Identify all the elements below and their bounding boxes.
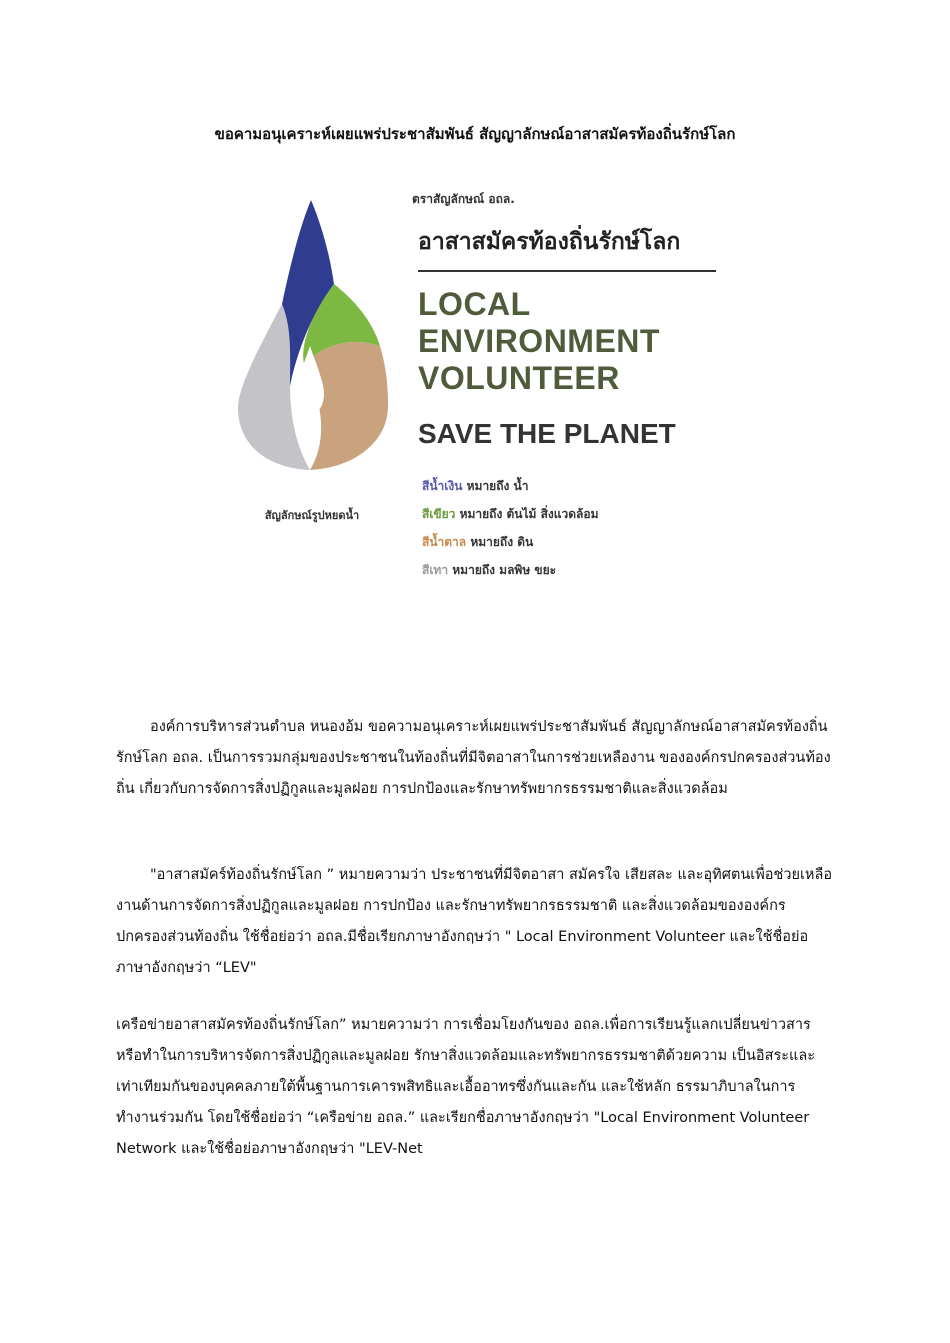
document-title: ขอคามอนุเคราะห์เผยแพร่ประชาสัมพันธ์ สัญญาลักษณ์อาสาสมัครท้องถิ่นรักษ์โลก <box>214 125 736 143</box>
legend-item <box>422 556 599 584</box>
logo-english-line: ENVIRONMENT <box>418 323 660 359</box>
paragraph-volunteer-definition: "อาสาสมัคร์ท้องถิ่นรักษ์โลก ” หมายความว่า ประชาชนที่มีจิตอาสา สมัครใจ เสียสละ และอุทิศตนเพื่อช่วยเหลืองานด้านการจัดการสิ่งปฏิกูลและมูลฝอย การปกป้อง และรักษาทรัพยากรธรรมชาติ และสิ่งแวดล้อมขององค์กรปกครองส่วนท้องถิ่น ใช้ชื่อย่อว่า อถล.มีชื่อเรียกภาษาอังกฤษว่า " Local Environment Volunteer และใช้ชื่อย่อภาษาอังกฤษว่า “LEV" <box>116 867 833 976</box>
drop-caption: สัญลักษณ์รูปหยดน้ำ <box>264 509 360 522</box>
logo-english-line: VOLUNTEER <box>418 360 620 396</box>
legend-item <box>422 500 599 528</box>
legend-meaning: หมายถึง ต้นไม้ สิ่งแวดล้อม <box>459 507 599 521</box>
legend-item <box>422 528 599 556</box>
logo-english-line: LOCAL <box>418 286 531 322</box>
paragraph-network-definition: เครือข่ายอาสาสมัครท้องถิ่นรักษ์โลก” หมายความว่า การเชื่อมโยงกันของ อถล.เพื่อการเรียนรู้แลกเปลี่ยนข่าวสาร หรือทำในการบริหารจัดการสิ่งปฏิกูลและมูลฝอย รักษาสิ่งแวดล้อมและทรัพยากรธรรมชาติด้วยความ เป็นอิสระและเท่าเทียมกันของบุคคลภายใต้พื้นฐานการเคารพสิทธิและเอื้ออาทรซึ่งกันและกัน และใช้หลัก ธรรมาภิบาลในการทำงานร่วมกัน โดยใช้ชื่อย่อว่า “เครือข่าย อถล.” และเรียกชื่อภาษาอังกฤษว่า "Local Environment Volunteer Network และใช้ชื่อย่อภาษาอังกฤษว่า "LEV-Net <box>116 1017 816 1157</box>
water-drop-icon <box>230 196 392 472</box>
lev-logo <box>222 180 722 580</box>
legend-color-name: สีน้ำตาล <box>422 535 467 549</box>
legend-meaning: หมายถึง น้ำ <box>466 479 529 493</box>
logo-thai-title: อาสาสมัครท้องถิ่นรักษ์โลก <box>418 229 681 255</box>
color-legend <box>422 472 599 584</box>
legend-item <box>422 472 599 500</box>
logo-label: ตราสัญลักษณ์ อถล. <box>412 192 515 206</box>
legend-color-name: สีเทา <box>422 563 449 577</box>
legend-color-name: สีเขียว <box>422 507 456 521</box>
logo-divider <box>418 270 716 272</box>
legend-meaning: หมายถึง ดิน <box>470 535 534 549</box>
legend-color-name: สีน้ำเงิน <box>422 479 463 493</box>
logo-english-name <box>418 286 660 397</box>
legend-meaning: หมายถึง มลพิษ ขยะ <box>452 563 557 577</box>
logo-slogan: SAVE THE PLANET <box>418 418 676 449</box>
paragraph-intro: องค์การบริหารส่วนตำบล หนองอ้ม ขอความอนุเคราะห์เผยแพร่ประชาสัมพันธ์ สัญญาลักษณ์อาสาสมัครท้องถิ่นรักษ์โลก อถล. เป็นการรวมกลุ่มของประชาชนในท้องถิ่นที่มีจิตอาสาในการช่วยเหลืองาน ขององค์กรปกครองส่วนท้องถิ่น เกี่ยวกับการจัดการสิ่งปฏิกูลและมูลฝอย การปกป้องและรักษาทรัพยากรธรรมชาติและสิ่งแวดล้อม <box>116 719 831 797</box>
